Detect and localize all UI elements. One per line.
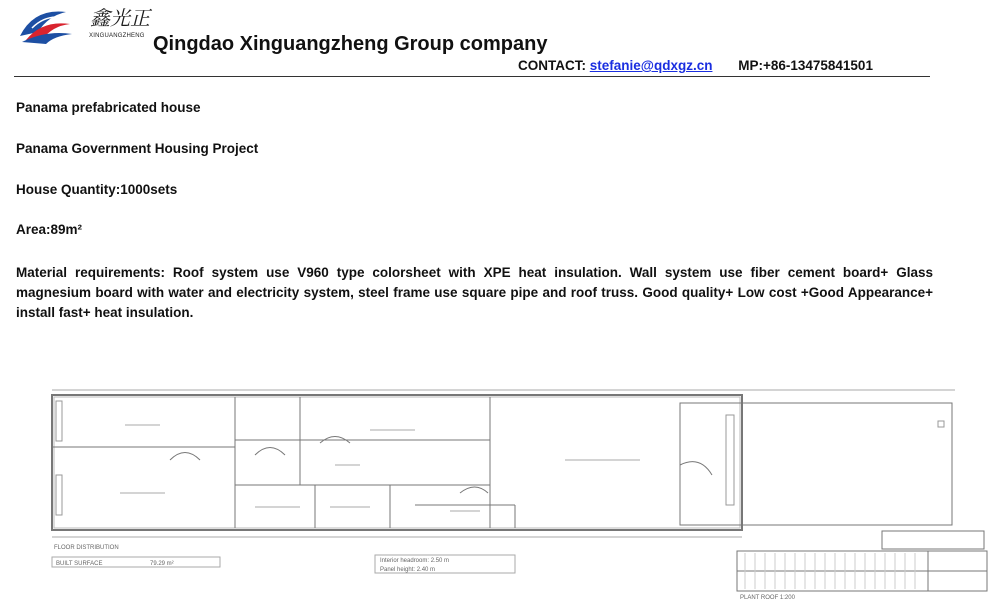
house-quantity: House Quantity:1000sets	[16, 182, 178, 197]
panel-height: Panel height: 2.40 m	[380, 567, 436, 573]
mobile-phone: MP:+86-13475841501	[738, 58, 873, 73]
logo-english-text: XINGUANGZHENG	[89, 33, 145, 39]
company-name: Qingdao Xinguangzheng Group company	[153, 33, 548, 55]
logo-emblem-icon	[16, 2, 76, 48]
project-name: Panama Government Housing Project	[16, 141, 259, 156]
built-surface-value: 79.29 m²	[150, 561, 174, 567]
company-logo	[16, 2, 152, 48]
header-divider	[14, 76, 930, 77]
document-header	[0, 0, 1000, 80]
floor-distribution-caption: FLOOR DISTRIBUTION	[54, 545, 119, 551]
house-outline	[52, 395, 742, 530]
floor-plan-drawing	[0, 385, 1000, 601]
area: Area:89m²	[16, 222, 83, 237]
roof-plan-caption: PLANT ROOF 1:200	[740, 595, 795, 601]
material-requirements: Material requirements: Roof system use V960 type colorsheet with XPE heat insulation. Wall system use fiber cement board+ Glass magnesium board with water and electricity system, steel frame use square pipe and roof truss. Good quality+ Low cost +Good Appearance+ install fast+ heat insulation.	[16, 265, 933, 320]
logo-chinese-text: 鑫光正	[90, 6, 150, 30]
built-surface-label: BUILT SURFACE	[56, 561, 103, 567]
contact-label: CONTACT:	[518, 58, 586, 73]
interior-headroom: Interior headroom: 2.50 m	[380, 558, 450, 564]
floor-plan-svg	[0, 385, 1000, 601]
contact-email-link[interactable]: stefanie@qdxgz.cn	[589, 58, 713, 73]
terrace-outline	[680, 403, 952, 525]
product-title: Panama prefabricated house	[16, 100, 201, 115]
contact-line	[518, 58, 873, 73]
